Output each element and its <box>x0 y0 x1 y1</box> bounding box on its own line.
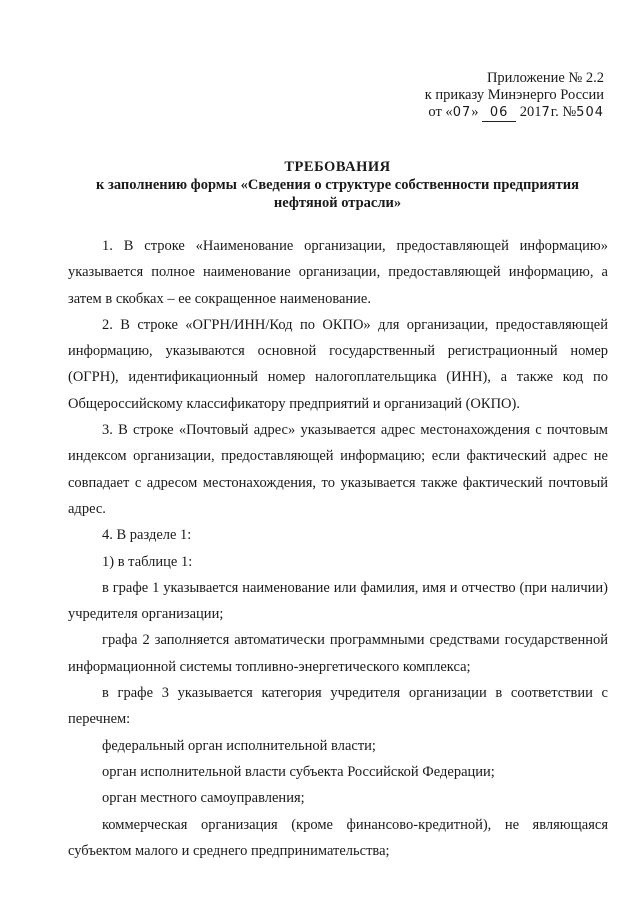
handwritten-month: 06 <box>482 104 516 122</box>
paragraph-5: 1) в таблице 1: <box>102 553 193 570</box>
order-reference: к приказу Минэнерго России <box>424 87 604 103</box>
paragraph-6: в графе 1 указывается наименование или фамилия, имя и отчество (при наличии) учредителя организации; <box>68 579 608 623</box>
paragraph-3: 3. В строке «Почтовый адрес» указывается адрес местонахождения с почтовым индексом организации, предоставляющей информацию; если фактический адрес не совпадает с адресом местонахождения, то указывается также фактический почтовый адрес. <box>68 422 608 517</box>
date-mid: » <box>471 104 479 120</box>
document-title <box>60 158 615 212</box>
paragraph-1: 1. В строке «Наименование организации, предоставляющей информацию» указывается полное наименование организации, предоставляющей информацию, а затем в скобках – ее сокращенное наименование. <box>68 238 608 307</box>
title-subheading-2: нефтяной отрасли» <box>273 195 402 211</box>
paragraph-2: 2. В строке «ОГРН/ИНН/Код по ОКПО» для организации, предоставляющей информацию, указываются основной государственный регистрационный номер (ОГРН), идентификационный номер налогоплательщика (ИНН), а также код по Общероссийскому классификатору предприятий и организаций (ОКПО). <box>68 316 608 412</box>
year-suffix: г. № <box>550 104 577 120</box>
paragraph-4: 4. В разделе 1: <box>102 527 192 544</box>
paragraph-7: графа 2 заполняется автоматически программными средствами государственной информационной системы топливно-энергетического комплекса; <box>68 632 608 675</box>
paragraph-9: федеральный орган исполнительной власти; <box>102 737 376 754</box>
order-date-number <box>404 104 604 122</box>
title-subheading-1: к заполнению формы «Сведения о структуре собственности предприятия <box>96 177 579 193</box>
date-prefix: от « <box>428 104 453 120</box>
handwritten-day: 07 <box>452 105 472 120</box>
title-heading: ТРЕБОВАНИЯ <box>284 159 391 175</box>
handwritten-order-number: 504 <box>576 105 604 120</box>
paragraph-12: коммерческая организация (кроме финансово-кредитной), не являющаяся субъектом малого и среднего предпринимательства; <box>68 816 608 859</box>
document-body <box>68 233 608 864</box>
attachment-label: Приложение № 2.2 <box>486 70 604 86</box>
paragraph-8: в графе 3 указывается категория учредителя организации в соответствии с перечнем: <box>68 685 608 728</box>
year-prefix: 201 <box>519 104 542 120</box>
attachment-header <box>404 70 604 122</box>
paragraph-10: орган исполнительной власти субъекта Российской Федерации; <box>102 763 495 780</box>
handwritten-year-digit: 7 <box>541 105 551 120</box>
paragraph-11: орган местного самоуправления; <box>102 790 305 807</box>
